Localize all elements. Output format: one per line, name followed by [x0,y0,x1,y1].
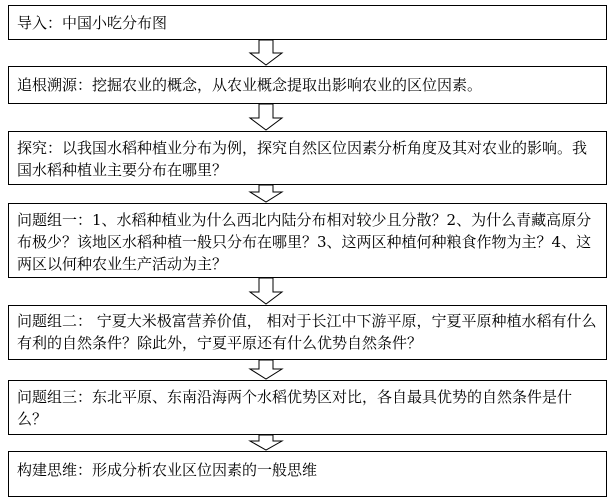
step-text: 追根溯源：挖掘农业的概念，从农业概念提取出影响农业的区位因素。 [17,76,483,94]
flow-step-explore [8,131,607,185]
step-text: 探究：以我国水稻种植业分布为例，探究自然区位因素分析角度及其对农业的影响。我国水稻种植业主要分布在哪里？ [17,139,588,179]
flow-step-question-group-1 [8,203,607,278]
down-arrow-icon [247,104,285,131]
step-text: 问题组三：东北平原、东南沿海两个水稻优势区对比，各自最具优势的自然条件是什么？ [17,388,573,428]
down-arrow-icon [247,435,285,451]
down-arrow-icon [247,360,285,380]
flow-step-question-group-2 [8,305,607,360]
flow-step-build-thinking [8,451,607,497]
step-text: 问题组二： 宁夏大米极富营养价值， 相对于长江中下游平原，宁夏平原种植水稻有什么有利的自然条件？除此外，宁夏平原还有什么优势自然条件？ [17,312,597,352]
step-text: 导入：中国小吃分布图 [17,14,168,32]
down-arrow-icon [247,185,285,203]
step-text: 问题组一：1、水稻种植业为什么西北内陆分布相对较少且分散？2、为什么青藏高原分布极少？该地区水稻种植一般只分布在哪里？3、这两区种植何种粮食作物为主？4、这两区以何种农业生产活动为主？ [17,211,592,273]
step-text: 构建思维：形成分析农业区位因素的一般思维 [17,461,318,479]
flow-step-trace-origin [8,66,607,104]
down-arrow-icon [247,40,285,66]
flow-step-intro [8,5,607,40]
down-arrow-icon [247,278,285,305]
flow-step-question-group-3 [8,380,607,435]
